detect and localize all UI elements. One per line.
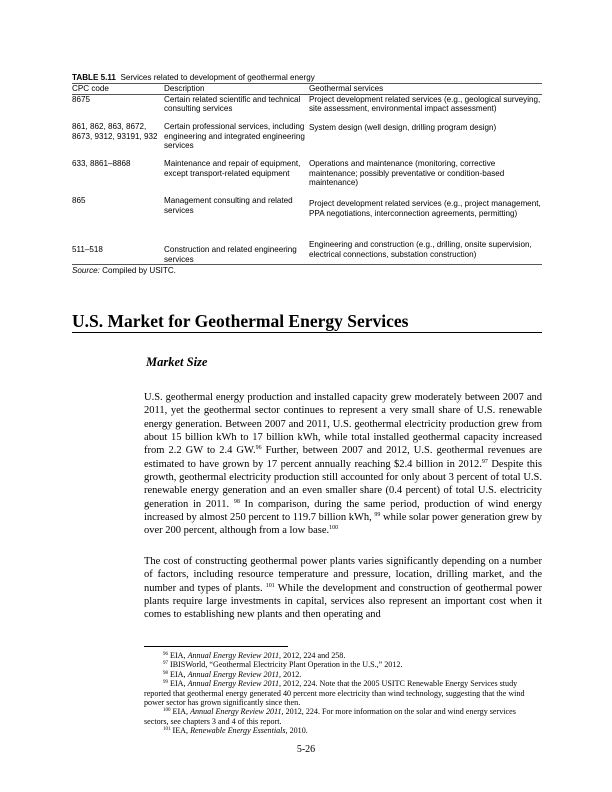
table-row: [72, 158, 542, 196]
subsection-heading: Market Size: [146, 355, 208, 369]
footnote-reference[interactable]: 98: [233, 498, 240, 505]
cpc-code-cell: 861, 862, 863, 8672, 8673, 9312, 93191, 932: [72, 122, 158, 141]
table-title: Services related to development of geothermal energy: [120, 73, 315, 82]
source-label: Source:: [72, 266, 100, 276]
table-row: [72, 240, 542, 265]
footnote-number: 100: [163, 708, 171, 714]
body-paragraph: The cost of constructing geothermal power plants varies significantly depending on a number of factors, including resource temperature and pressure, location, drilling market, and the number and types of plants. $^{101}$ While the development and construction of geothermal power plants require large investments in capital, services also represent an important cost when it comes to establishing new plants and then operating and: [144, 556, 542, 621]
cpc-code-cell: 8675: [72, 94, 91, 104]
table-row: [72, 196, 542, 240]
source-text: Compiled by USITC.: [102, 266, 176, 276]
footnote-number: 97: [163, 661, 168, 667]
services-cell: System design (well design, drilling program design): [309, 123, 497, 133]
citation-title: Annual Energy Review 2011: [187, 669, 280, 679]
column-header-cpc-code: CPC code: [72, 84, 164, 94]
footnotes: [144, 651, 542, 736]
body-paragraph: U.S. geothermal energy production and installed capacity grew moderately between 2007 and 2011, yet the geothermal sector continues to represent a very small share of U.S. renewable energy generation. Between 2007 and 2011, U.S. geothermal electricity production grew from about 15 billion kWh to 17 billion kWh, while total installed geothermal capacity increased from 2.2 GW to 2.4 GW.$^{96}$ Further, between 2007 and 2012, U.S. geothermal revenues are estimated to have grown by 17 percent annually reaching $2.4 billion in 2012.97 Despite this growth, geothermal electricity production still accounted for only about 3 percent of total U.S. renewable energy generation and an even smaller share (0.4 percent) of total U.S. electricity generation in 2011. $^{98}$ In comparison, during the same period, production of wind energy increased by almost 250 percent to 119.7 billion kWh, $^{99}$ while solar power generation grew by over 200 percent, although from a low base.$^{100}$: [144, 392, 542, 537]
cpc-code-cell: 865: [72, 196, 86, 206]
footnote-reference[interactable]: 99: [374, 512, 381, 519]
footnote-item: $^{98}$ EIA, Annual Energy Review 2011, 2012.: [163, 669, 302, 679]
description-cell: Certain professional services, including engineering and integrated engineering services: [164, 122, 305, 151]
footnote-number: 101: [163, 727, 171, 733]
description-cell: Management consulting and related services: [164, 196, 293, 215]
footnote-item: $^{99}$ EIA, Annual Energy Review 2011, 2012, 224. Note that the 2005 USITC Renewable Energy Services study reported that geothermal energy generated 40 percent more electricity than wind technology, suggesting that the wind power sector has grown significantly since then.: [144, 679, 525, 708]
services-cell: Operations and maintenance (monitoring, corrective maintenance; possibly preventative or condition-based maintenance): [309, 159, 505, 188]
table-header-row: [72, 84, 542, 94]
description-cell: Maintenance and repair of equipment, except transport-related equipment: [164, 159, 301, 178]
footnote-item: $^{101}$ IEA, Renewable Energy Essentials, 2010.: [163, 726, 308, 736]
footnote-item: $^{97}$ IBISWorld, “Geothermal Electricity Plant Operation in the U.S.,” 2012.: [163, 660, 403, 670]
table-source-note: [72, 266, 542, 276]
footnote-reference[interactable]: 96: [255, 445, 262, 452]
cpc-code-cell: 633, 8861–8868: [72, 159, 131, 169]
section-heading: U.S. Market for Geothermal Energy Services: [72, 311, 542, 333]
footnote-separator: [144, 646, 288, 647]
services-table: [72, 84, 542, 265]
footnote-number: 98: [163, 670, 168, 676]
services-cell: Engineering and construction (e.g., drilling, onsite supervision, electrical connections, substation construction): [309, 240, 542, 265]
table-caption: [72, 73, 542, 84]
citation-title: Annual Energy Review 2011: [190, 707, 282, 717]
citation-title: Annual Energy Review 2011: [187, 679, 280, 689]
column-header-description: Description: [164, 84, 309, 94]
table-row: [72, 94, 542, 122]
services-cell: Project development related services (e.g., geological surveying, site assessment, environmental impact assessment): [309, 94, 541, 114]
table-row: [72, 122, 542, 158]
footnote-number: 99: [163, 680, 168, 686]
footnote-item: $^{100}$ EIA, Annual Energy Review 2011, 2012, 224. For more information on the solar and wind energy services sectors, see chapters 3 and 4 of this report.: [144, 707, 516, 726]
footnote-item: $^{96}$ EIA, Annual Energy Review 2011, 2012, 224 and 258.: [163, 651, 346, 660]
footnote-reference[interactable]: 97: [481, 458, 488, 465]
cpc-code-cell: 511–518: [72, 240, 164, 265]
description-cell: Construction and related engineering services: [164, 240, 309, 265]
description-cell: Certain related scientific and technical consulting services: [164, 94, 301, 114]
citation-title: Renewable Energy Essentials: [190, 726, 286, 736]
table-label: TABLE 5.11: [72, 73, 116, 82]
services-cell: Project development related services (e.g., project management, PPA negotiations, interconnection agreements, permitting): [309, 199, 541, 218]
citation-title: Annual Energy Review 2011: [187, 651, 280, 660]
footnote-number: 96: [163, 652, 168, 657]
page-number: 5-26: [296, 744, 316, 755]
services-table-block: [72, 73, 542, 276]
footnote-reference[interactable]: 101: [265, 582, 275, 589]
column-header-geothermal-services: Geothermal services: [309, 84, 542, 94]
footnote-reference[interactable]: 100: [329, 525, 339, 532]
